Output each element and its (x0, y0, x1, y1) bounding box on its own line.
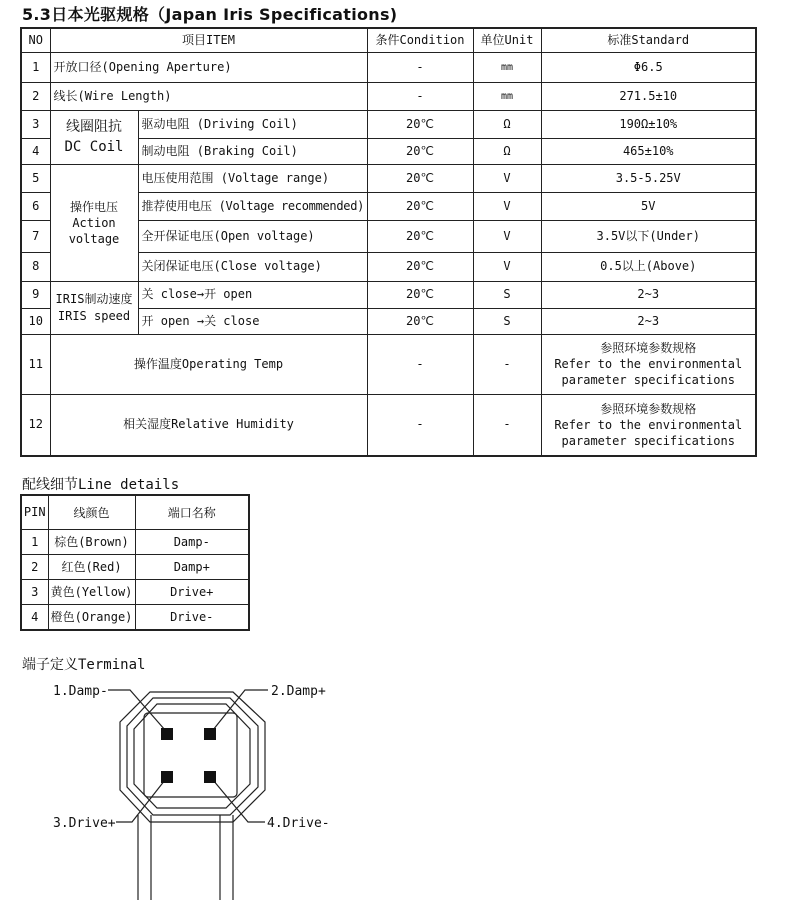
row-unit: mm (473, 52, 541, 82)
row-item: 开放口径(Opening Aperture) (50, 52, 367, 82)
row-item: 相关湿度Relative Humidity (50, 394, 367, 456)
row-unit: mm (473, 82, 541, 110)
row-standard: Φ6.5 (541, 52, 756, 82)
row-unit: S (473, 281, 541, 308)
table-row (21, 281, 756, 308)
line-details-caption: 配线细节Line details (22, 477, 180, 493)
cable-outline (138, 815, 233, 900)
standard-line: parameter specifications (561, 433, 735, 448)
table-row (21, 110, 756, 138)
row-unit: V (473, 192, 541, 220)
row-item: 驱动电阻 (Driving Coil) (138, 110, 367, 138)
row-standard: 0.5以上(Above) (541, 252, 756, 281)
row-condition: - (367, 52, 473, 82)
row-item: 电压使用范围 (Voltage range) (138, 164, 367, 192)
row-condition: - (367, 334, 473, 394)
group-action-voltage-en2: voltage (68, 231, 120, 246)
row-item: 开 open →关 close (138, 308, 367, 334)
row-unit: Ω (473, 110, 541, 138)
standard-line: 参照环境参数规格 (600, 401, 697, 416)
standard-line: 参照环境参数规格 (600, 341, 697, 355)
row-item: 关 close→开 open (138, 281, 367, 308)
port-name: Damp- (135, 529, 249, 554)
row-no: 2 (21, 82, 50, 110)
standard-line: Refer to the environmental (554, 417, 743, 432)
terminal-label-pin1: 1.Damp- (53, 684, 108, 699)
group-action-voltage-cn: 操作电压 (69, 199, 118, 214)
row-condition: 20℃ (367, 164, 473, 192)
table-row (21, 529, 249, 554)
line-details-table (20, 494, 250, 631)
pin-number: 2 (21, 554, 48, 579)
port-name: Drive- (135, 604, 249, 630)
header-unit: 单位Unit (473, 28, 541, 52)
leader-pin2 (213, 690, 268, 730)
row-item: 关闭保证电压(Close voltage) (138, 252, 367, 281)
group-iris-speed (50, 281, 138, 334)
group-action-voltage-en1: Action (72, 215, 116, 230)
group-dc-coil (50, 110, 138, 164)
pin-number: 1 (21, 529, 48, 554)
row-condition: 20℃ (367, 138, 473, 164)
group-dc-coil-cn: 线圈阻抗 (66, 119, 122, 135)
header-no: NO (21, 28, 50, 52)
row-unit: S (473, 308, 541, 334)
row-unit: Ω (473, 138, 541, 164)
row-condition: 20℃ (367, 281, 473, 308)
row-standard (541, 334, 756, 394)
terminal-label-pin4: 4.Drive- (267, 816, 330, 831)
header-standard: 标准Standard (541, 28, 756, 52)
connector-inner (134, 704, 250, 808)
header-pin: PIN (21, 495, 48, 529)
row-standard: 5V (541, 192, 756, 220)
row-standard: 465±10% (541, 138, 756, 164)
section-title: 5.3日本光驱规格（Japan Iris Specifications) (22, 5, 398, 24)
line-header-row (21, 495, 249, 529)
row-no: 4 (21, 138, 50, 164)
table-row (21, 164, 756, 192)
row-no: 7 (21, 220, 50, 252)
row-no: 9 (21, 281, 50, 308)
row-condition: - (367, 82, 473, 110)
wire-color: 棕色(Brown) (48, 529, 135, 554)
row-no: 10 (21, 308, 50, 334)
row-unit: - (473, 394, 541, 456)
row-no: 3 (21, 110, 50, 138)
row-standard: 2~3 (541, 281, 756, 308)
wire-color: 黄色(Yellow) (48, 579, 135, 604)
terminal-caption: 端子定义Terminal (22, 657, 146, 673)
row-item: 线长(Wire Length) (50, 82, 367, 110)
wire-color: 橙色(Orange) (48, 604, 135, 630)
row-standard (541, 394, 756, 456)
row-unit: - (473, 334, 541, 394)
row-standard: 190Ω±10% (541, 110, 756, 138)
pin-number: 3 (21, 579, 48, 604)
pin-number: 4 (21, 604, 48, 630)
header-color: 线颜色 (48, 495, 135, 529)
row-item: 推荐使用电压 (Voltage recommended) (138, 192, 367, 220)
group-iris-speed-cn: IRIS制动速度 (55, 291, 133, 306)
row-condition: 20℃ (367, 252, 473, 281)
row-condition: 20℃ (367, 308, 473, 334)
row-condition: 20℃ (367, 110, 473, 138)
row-no: 6 (21, 192, 50, 220)
row-standard: 3.5V以下(Under) (541, 220, 756, 252)
pin-2-icon (204, 728, 216, 740)
table-row (21, 82, 756, 110)
spec-header-row (21, 28, 756, 52)
pin-1-icon (161, 728, 173, 740)
wire-color: 红色(Red) (48, 554, 135, 579)
row-standard: 2~3 (541, 308, 756, 334)
header-port: 端口名称 (135, 495, 249, 529)
row-condition: 20℃ (367, 192, 473, 220)
header-condition: 条件Condition (367, 28, 473, 52)
port-name: Damp+ (135, 554, 249, 579)
row-item: 制动电阻 (Braking Coil) (138, 138, 367, 164)
row-no: 11 (21, 334, 50, 394)
row-item: 操作温度Operating Temp (50, 334, 367, 394)
row-standard: 271.5±10 (541, 82, 756, 110)
pin-block (144, 713, 237, 797)
row-no: 12 (21, 394, 50, 456)
row-no: 8 (21, 252, 50, 281)
standard-line: parameter specifications (561, 373, 735, 387)
table-row (21, 394, 756, 456)
pin-3-icon (161, 771, 173, 783)
table-row (21, 334, 756, 394)
header-item: 项目ITEM (50, 28, 367, 52)
group-dc-coil-en: DC Coil (64, 139, 124, 155)
table-row (21, 554, 249, 579)
terminal-label-pin2: 2.Damp+ (271, 684, 326, 699)
row-condition: 20℃ (367, 220, 473, 252)
row-no: 1 (21, 52, 50, 82)
row-standard: 3.5-5.25V (541, 164, 756, 192)
row-unit: V (473, 252, 541, 281)
standard-line: Refer to the environmental (554, 357, 743, 371)
port-name: Drive+ (135, 579, 249, 604)
pin-4-icon (204, 771, 216, 783)
table-row (21, 52, 756, 82)
row-item: 全开保证电压(Open voltage) (138, 220, 367, 252)
row-unit: V (473, 164, 541, 192)
table-row (21, 579, 249, 604)
terminal-diagram (0, 672, 360, 908)
row-condition: - (367, 394, 473, 456)
spec-table (20, 27, 757, 457)
leader-pin1 (108, 690, 165, 730)
terminal-label-pin3: 3.Drive+ (53, 816, 116, 831)
group-iris-speed-en: IRIS speed (57, 308, 131, 323)
group-action-voltage (50, 164, 138, 281)
row-no: 5 (21, 164, 50, 192)
table-row (21, 604, 249, 630)
row-unit: V (473, 220, 541, 252)
